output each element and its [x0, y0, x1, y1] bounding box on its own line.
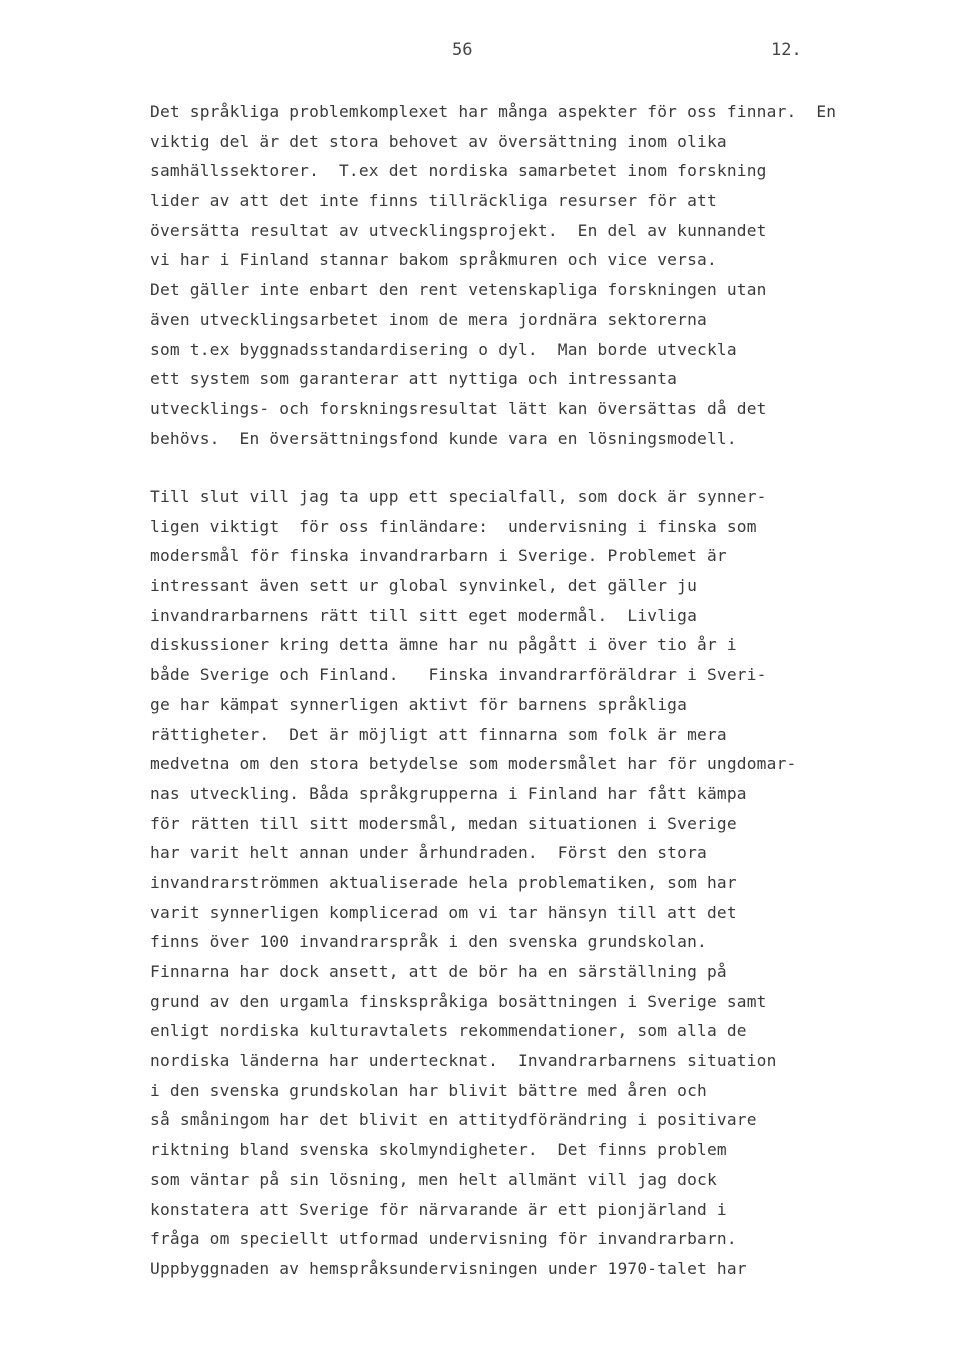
- paragraph-mother-tongue-education: [150, 482, 910, 1284]
- text-line: ett system som garanterar att nyttiga och intressanta: [150, 369, 678, 389]
- text-line: samhällssektorer. T.ex det nordiska samarbetet inom forskning: [150, 161, 767, 181]
- text-line: utvecklings- och forskningsresultat lätt kan översättas då det: [150, 398, 767, 418]
- text-line: Finnarna har dock ansett, att de bör ha en särställning på: [150, 962, 727, 981]
- page-number-left: 56: [452, 40, 473, 60]
- text-line: nas utveckling. Båda språkgrupperna i Finland har fått kämpa: [150, 783, 747, 803]
- text-line: varit synnerligen komplicerad om vi tar hänsyn till att det: [150, 902, 737, 922]
- text-line: har varit helt annan under århundraden. Först den stora: [150, 843, 707, 863]
- text-line: grund av den urgamla finskspråkiga bosättningen i Sverige samt: [150, 991, 767, 1011]
- paragraph-translation-needs: [150, 97, 910, 453]
- text-line: som väntar på sin lösning, men helt allmänt vill jag dock: [150, 1169, 717, 1189]
- text-line: nordiska länderna har undertecknat. Invandrarbarnens situation: [150, 1051, 777, 1071]
- text-line: intressant även sett ur global synvinkel, det gäller ju: [150, 576, 698, 596]
- text-line: Uppbyggnaden av hemspråksundervisningen under 1970-talet har: [150, 1258, 747, 1278]
- page-number-right: 12.: [771, 40, 802, 60]
- text-line: för rätten till sitt modersmål, medan situationen i Sverige: [150, 813, 737, 833]
- text-line: i den svenska grundskolan har blivit bättre med åren och: [150, 1080, 707, 1100]
- text-line: fråga om speciellt utformad undervisning för invandrarbarn.: [150, 1229, 737, 1249]
- text-line: behövs. En översättningsfond kunde vara en lösningsmodell.: [150, 428, 737, 448]
- text-line: viktig del är det stora behovet av översättning inom olika: [150, 131, 727, 151]
- text-line: invandrarströmmen aktualiserade hela problematiken, som har: [150, 872, 737, 892]
- text-line: diskussioner kring detta ämne har nu pågått i över tio år i: [150, 635, 737, 655]
- text-line: rättigheter. Det är möjligt att finnarna som folk är mera: [150, 724, 727, 744]
- text-line: modersmål för finska invandrarbarn i Sverige. Problemet är: [150, 546, 727, 566]
- text-line: invandrarbarnens rätt till sitt eget modermål. Livliga: [150, 605, 698, 625]
- text-line: både Sverige och Finland. Finska invandrarföräldrar i Sveri-: [150, 665, 767, 685]
- text-line: Det språkliga problemkomplexet har många aspekter för oss finnar. En: [150, 102, 837, 121]
- text-line: översätta resultat av utvecklingsprojekt. En del av kunnandet: [150, 220, 767, 240]
- text-line: konstatera att Sverige för närvarande är ett pionjärland i: [150, 1199, 727, 1219]
- text-line: ge har kämpat synnerligen aktivt för barnens språkliga: [150, 694, 688, 714]
- text-line: ligen viktigt för oss finländare: undervisning i finska som: [150, 516, 757, 536]
- text-line: även utvecklingsarbetet inom de mera jordnära sektorerna: [150, 309, 707, 329]
- text-line: finns över 100 invandrarspråk i den svenska grundskolan.: [150, 932, 707, 952]
- text-line: enligt nordiska kulturavtalets rekommendationer, som alla de: [150, 1021, 747, 1041]
- text-line: vi har i Finland stannar bakom språkmuren och vice versa.: [150, 250, 717, 270]
- text-line: riktning bland svenska skolmyndigheter. Det finns problem: [150, 1140, 727, 1160]
- text-line: Till slut vill jag ta upp ett specialfall, som dock är synner-: [150, 487, 767, 506]
- text-line: lider av att det inte finns tillräckliga resurser för att: [150, 191, 717, 211]
- text-line: som t.ex byggnadsstandardisering o dyl. Man borde utveckla: [150, 339, 737, 359]
- text-line: medvetna om den stora betydelse som modersmålet har för ungdomar-: [150, 754, 797, 774]
- text-line: så småningom har det blivit en attitydförändring i positivare: [150, 1110, 757, 1130]
- text-line: Det gäller inte enbart den rent vetenskapliga forskningen utan: [150, 280, 767, 300]
